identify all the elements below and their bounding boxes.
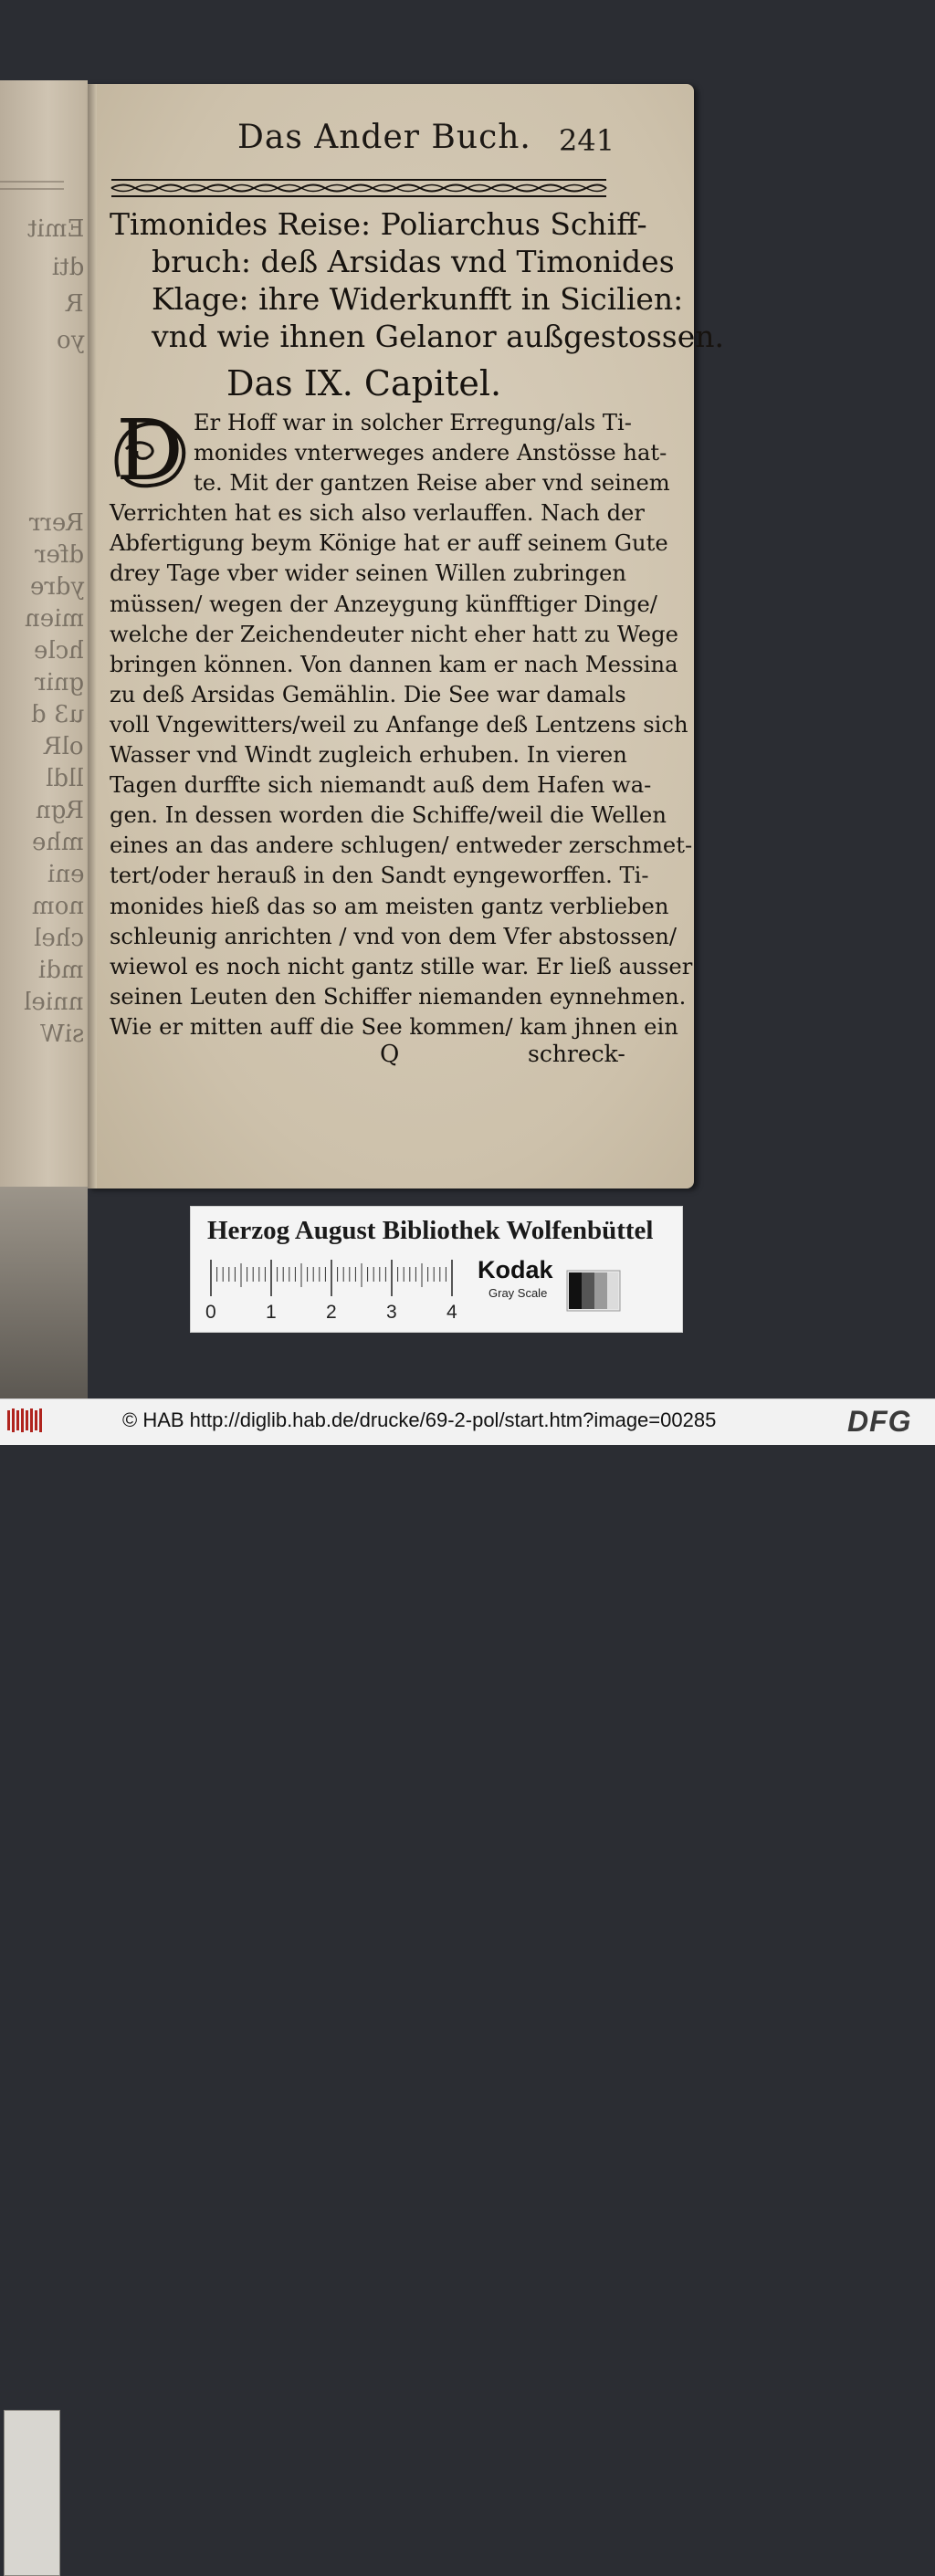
catchword: schreck-: [528, 1041, 625, 1067]
scale-number: 3: [386, 1302, 397, 1323]
page-gutter-shadow: [88, 84, 97, 1189]
text-line: eines an das andere schlugen/ entweder zerschmet-: [110, 832, 693, 859]
grayscale-patch-icon: [567, 1271, 620, 1311]
hab-logo-icon: [7, 1407, 44, 1434]
grayscale-label: Gray Scale: [489, 1286, 548, 1300]
summary-line: bruch: deß Arsidas vnd Timonides: [152, 244, 675, 279]
kodak-logo: Kodak: [478, 1256, 553, 1283]
ruler-scale: [209, 1260, 457, 1302]
page-number: 241: [559, 123, 615, 158]
left-page-edge: Emit dti R yo Rerr dfer ydre mien hcle gnir u3 d olR lldl Rgn mhe eni nom chel mdi nniel siW: [0, 80, 88, 1187]
text-line: Verrichten hat es sich also verlauffen. Nach der: [110, 500, 645, 527]
text-line: monides hieß das so am meisten gantz verblieben: [110, 893, 669, 919]
text-line: müssen/ wegen der Anzeygung künfftiger Dinge/: [110, 591, 657, 617]
summary-line: Klage: ihre Widerkunfft in Sicilien:: [152, 281, 684, 317]
scale-number: 0: [205, 1302, 216, 1323]
signature-mark: Q: [380, 1041, 400, 1068]
scale-number: 2: [326, 1302, 337, 1323]
text-line: seinen Leuten den Schiffer niemanden eynnehmen.: [110, 983, 687, 1010]
text-line: Wasser vnd Windt zugleich erhuben. In vieren: [110, 742, 627, 769]
institution-name: Herzog August Bibliothek Wolfenbüttel: [207, 1216, 654, 1245]
color-calibration-card: [190, 1206, 683, 1333]
text-line: zu deß Arsidas Gemählin. Die See war damals: [110, 681, 626, 707]
text-line: monides vnterweges andere Anstösse hat-: [194, 440, 667, 466]
running-title: Das Ander Buch.: [237, 119, 531, 156]
book-spine-edge: [0, 1187, 88, 1406]
text-line: tert/oder herauß in den Sandt eyngeworffen. Ti-: [110, 863, 649, 889]
ornamental-rule: [111, 178, 606, 198]
summary-line: vnd wie ihnen Gelanor außgestossen.: [152, 319, 724, 354]
scale-number: 1: [266, 1302, 277, 1323]
body-text: [110, 408, 693, 1042]
footer-credit-link[interactable]: © HAB http://diglib.hab.de/drucke/69-2-pol/start.htm?image=00285: [122, 1408, 717, 1431]
text-line: Abfertigung beym Könige hat er auff seinem Gute: [110, 530, 668, 557]
text-line: wiewol es noch nicht gantz stille war. Er ließ ausser: [110, 953, 693, 979]
text-line: te. Mit der gantzen Reise aber vnd seinem: [194, 470, 670, 497]
chapter-summary: [110, 205, 724, 355]
text-line: drey Tage vber wider seinen Willen zubringen: [110, 560, 626, 587]
text-line: bringen können. Von dannen kam er nach Messina: [110, 651, 678, 677]
text-line: schleunig anrichten / vnd von dem Vfer abstossen/: [110, 923, 677, 949]
text-line: Tagen durffte sich niemandt auß dem Hafen wa-: [110, 772, 652, 799]
drop-cap-letter: D: [116, 402, 184, 499]
chapter-heading: Das IX. Capitel.: [226, 363, 502, 403]
text-line: voll Vngewitters/weil zu Anfange deß Lentzens sich: [110, 711, 688, 738]
summary-line: Timonides Reise: Poliarchus Schiff-: [110, 206, 647, 242]
scale-number: 4: [446, 1302, 457, 1323]
text-line: welche der Zeichendeuter nicht eher hatt zu Wege: [110, 621, 678, 647]
text-line: Er Hoff war in solcher Erregung/als Ti-: [194, 410, 632, 435]
dfg-logo: DFG: [847, 1405, 912, 1438]
side-ruler-strip: [4, 2410, 60, 2576]
text-line: Wie er mitten auff die See kommen/ kam jhnen ein: [110, 1013, 678, 1040]
text-line: gen. In dessen worden die Schiffe/weil die Wellen: [110, 802, 667, 829]
footer-bar: [0, 1398, 935, 1445]
